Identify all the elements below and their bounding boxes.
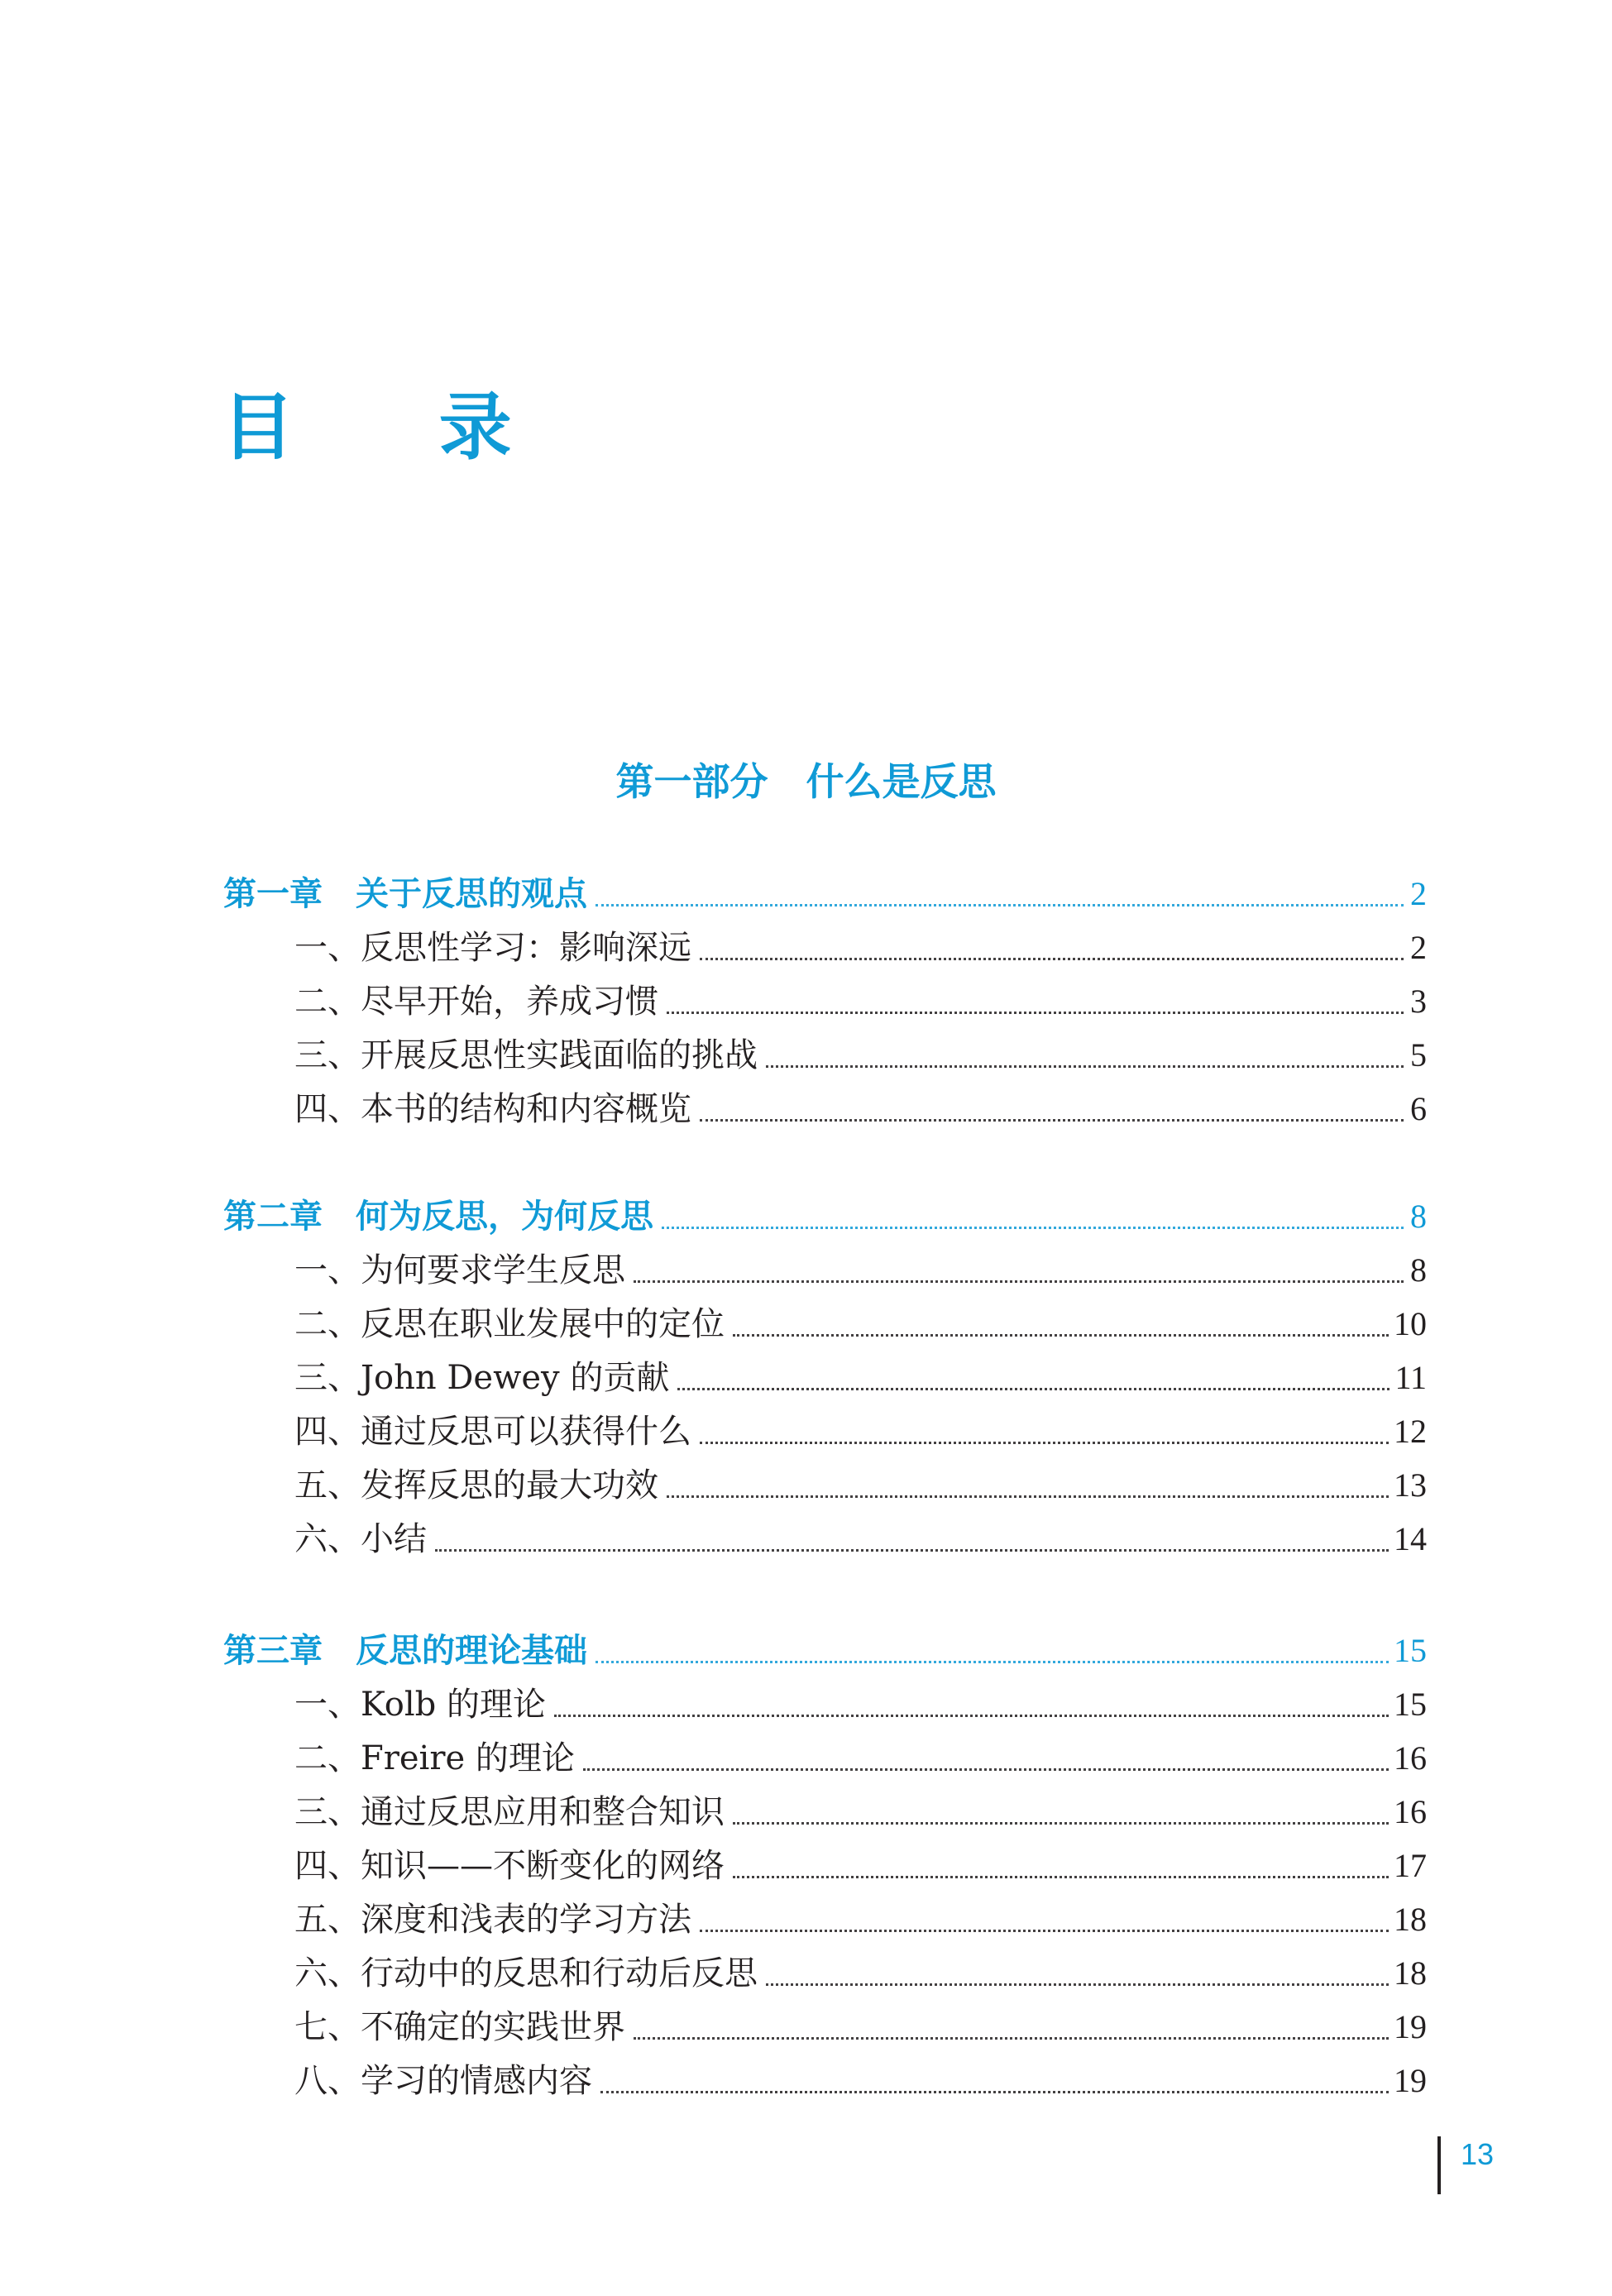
dot-leader xyxy=(766,1065,1404,1068)
dot-leader xyxy=(700,1930,1389,1932)
chapter-page-number: 8 xyxy=(1410,1198,1427,1235)
toc-entry[interactable] xyxy=(294,2002,1427,2053)
toc-entry[interactable] xyxy=(294,1083,1427,1135)
dot-leader xyxy=(766,1983,1389,1986)
toc-entry[interactable] xyxy=(294,1894,1427,1945)
section-label: 三、开展反思性实践面临的挑战 xyxy=(294,1036,758,1074)
section-page-number: 18 xyxy=(1394,1954,1427,1992)
toc-chapter-3[interactable] xyxy=(223,1625,1427,1677)
page-title: 目 录 xyxy=(222,385,572,470)
section-page-number: 19 xyxy=(1394,2008,1427,2045)
section-page-number: 3 xyxy=(1410,983,1427,1020)
toc-entry[interactable] xyxy=(294,1948,1427,1999)
dot-leader xyxy=(733,1876,1389,1878)
section-label: 六、行动中的反思和行动后反思 xyxy=(294,1954,758,1992)
chapter-page-number: 15 xyxy=(1394,1632,1427,1669)
dot-leader xyxy=(583,1768,1389,1771)
section-page-number: 15 xyxy=(1394,1686,1427,1723)
dot-leader xyxy=(700,1442,1389,1444)
section-page-number: 19 xyxy=(1394,2062,1427,2099)
part-title: 第一部分 什么是反思 xyxy=(615,759,997,804)
section-label: 一、为何要求学生反思 xyxy=(294,1251,625,1289)
dot-leader xyxy=(733,1822,1389,1825)
chapter-page-number: 2 xyxy=(1410,875,1427,912)
dot-leader xyxy=(662,1227,1404,1229)
dot-leader xyxy=(733,1334,1389,1337)
dot-leader xyxy=(554,1715,1389,1717)
section-label: 七、不确定的实践世界 xyxy=(294,2008,625,2046)
section-page-number: 6 xyxy=(1410,1090,1427,1127)
section-label: 五、发挥反思的最大功效 xyxy=(294,1466,658,1504)
chapter-label: 第一章 关于反思的观点 xyxy=(223,875,587,913)
section-label: 二、尽早开始，养成习惯 xyxy=(294,983,658,1021)
dot-leader xyxy=(596,1661,1389,1663)
dot-leader xyxy=(596,904,1404,906)
section-page-number: 13 xyxy=(1394,1466,1427,1504)
section-page-number: 11 xyxy=(1394,1359,1427,1396)
section-label: 四、知识——不断变化的网络 xyxy=(294,1847,725,1885)
section-page-number: 16 xyxy=(1394,1739,1427,1777)
chapter-label: 第二章 何为反思，为何反思 xyxy=(223,1198,653,1236)
dot-leader xyxy=(700,1119,1404,1122)
dot-leader xyxy=(700,958,1404,960)
dot-leader xyxy=(667,1012,1404,1014)
toc-entry[interactable] xyxy=(294,1787,1427,1838)
section-label: 四、本书的结构和内容概览 xyxy=(294,1090,691,1128)
toc-entry[interactable] xyxy=(294,2055,1427,2107)
dot-leader xyxy=(435,1549,1389,1552)
page-number: 13 xyxy=(1461,2137,1495,2171)
section-label: 八、学习的情感内容 xyxy=(294,2062,592,2100)
toc-entry[interactable] xyxy=(294,1733,1427,1784)
toc-entry[interactable] xyxy=(294,1514,1427,1565)
section-page-number: 18 xyxy=(1394,1901,1427,1938)
toc-entry[interactable] xyxy=(294,922,1427,973)
toc-entry[interactable] xyxy=(294,1406,1427,1457)
dot-leader xyxy=(667,1495,1389,1498)
section-label: 三、John Dewey 的贡献 xyxy=(294,1359,670,1397)
chapter-label: 第三章 反思的理论基础 xyxy=(223,1632,587,1670)
section-label: 二、Freire 的理论 xyxy=(294,1739,575,1777)
section-label: 一、Kolb 的理论 xyxy=(294,1686,547,1724)
section-page-number: 5 xyxy=(1410,1036,1427,1074)
section-label: 六、小结 xyxy=(294,1520,427,1558)
section-page-number: 2 xyxy=(1410,929,1427,966)
section-label: 三、通过反思应用和整合知识 xyxy=(294,1793,725,1831)
section-page-number: 16 xyxy=(1394,1793,1427,1830)
dot-leader xyxy=(634,1280,1404,1283)
toc-entry[interactable] xyxy=(294,1840,1427,1892)
dot-leader xyxy=(677,1388,1390,1390)
folio-divider xyxy=(1437,2136,1441,2194)
section-label: 四、通过反思可以获得什么 xyxy=(294,1413,691,1451)
section-page-number: 12 xyxy=(1394,1413,1427,1450)
dot-leader xyxy=(634,2037,1389,2040)
section-page-number: 17 xyxy=(1394,1847,1427,1884)
section-page-number: 10 xyxy=(1394,1305,1427,1342)
dot-leader xyxy=(600,2091,1389,2093)
toc-entry[interactable] xyxy=(294,1030,1427,1081)
toc-chapter-1[interactable] xyxy=(223,868,1427,920)
section-page-number: 14 xyxy=(1394,1520,1427,1557)
toc-entry[interactable] xyxy=(294,1245,1427,1296)
toc-entry[interactable] xyxy=(294,1460,1427,1511)
section-label: 一、反思性学习：影响深远 xyxy=(294,929,691,967)
section-page-number: 8 xyxy=(1410,1251,1427,1289)
section-label: 二、反思在职业发展中的定位 xyxy=(294,1305,725,1343)
toc-entry[interactable] xyxy=(294,1352,1427,1404)
toc-entry[interactable] xyxy=(294,976,1427,1027)
toc-chapter-2[interactable] xyxy=(223,1191,1427,1242)
section-label: 五、深度和浅表的学习方法 xyxy=(294,1901,691,1939)
toc-entry[interactable] xyxy=(294,1679,1427,1730)
toc-entry[interactable] xyxy=(294,1299,1427,1350)
